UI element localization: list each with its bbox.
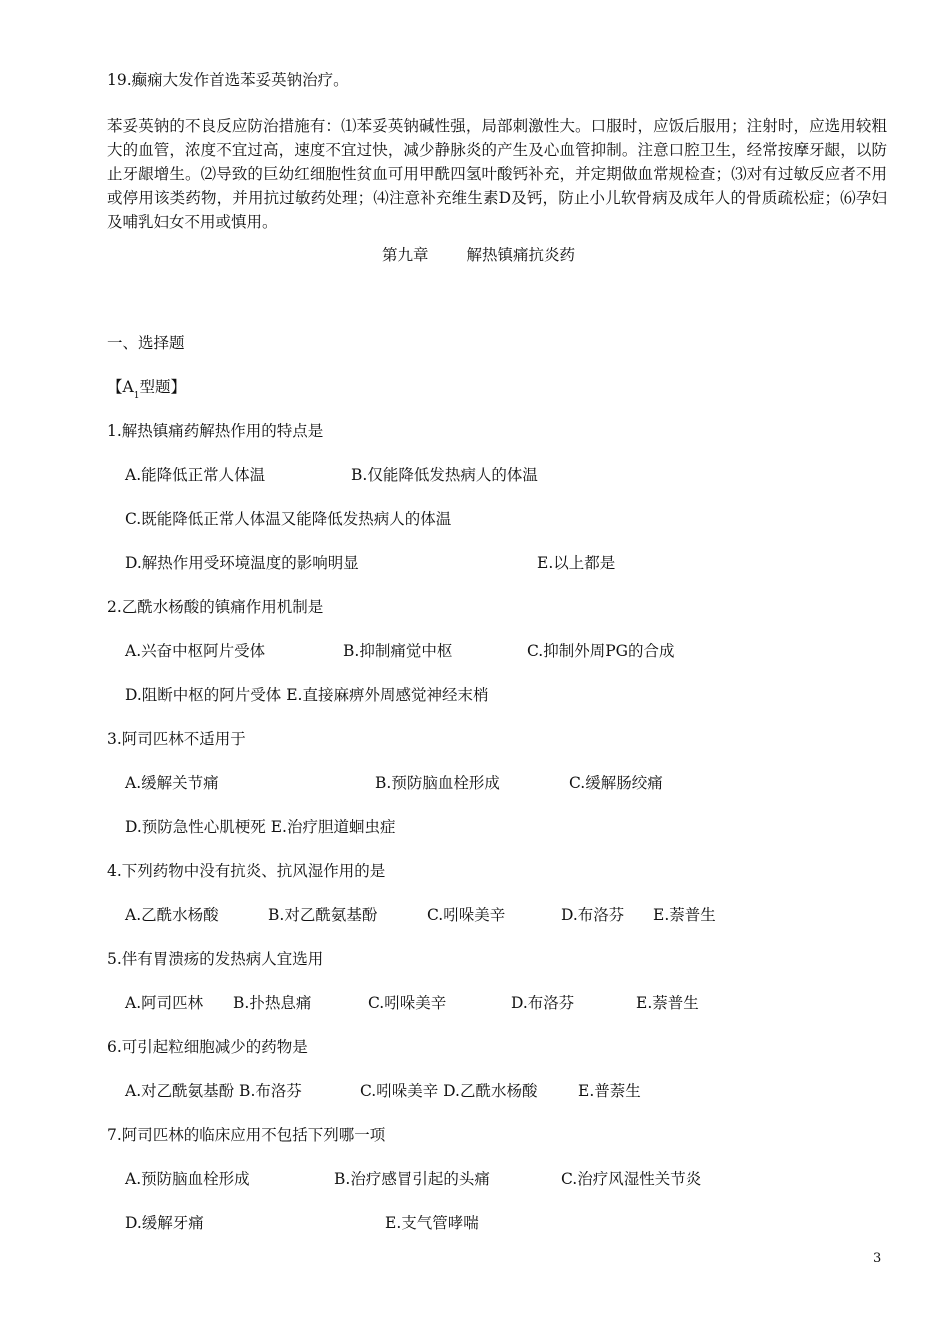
option: A.预防脑血栓形成 <box>125 1170 250 1188</box>
question-type-label: 【$A_1$型题】 <box>107 378 186 402</box>
option: C.吲哚美辛 D.乙酰水杨酸 <box>360 1082 538 1100</box>
question-stem: 6.可引起粒细胞减少的药物是 <box>107 1038 308 1056</box>
question-stem: 5.伴有胃溃疡的发热病人宜选用 <box>107 950 324 968</box>
option: B.抑制痛觉中枢 <box>343 642 453 660</box>
question-stem: 1.解热镇痛药解热作用的特点是 <box>107 422 324 440</box>
section-heading: 一、选择题 <box>107 334 185 352</box>
question-stem: 2.乙酰水杨酸的镇痛作用机制是 <box>107 598 324 616</box>
option: A.对乙酰氨基酚 B.布洛芬 <box>125 1082 302 1100</box>
question-stem: 3.阿司匹林不适用于 <box>107 730 246 748</box>
option: C.治疗风湿性关节炎 <box>561 1170 702 1188</box>
option: E.支气管哮喘 <box>385 1214 479 1232</box>
option: B.仅能降低发热病人的体温 <box>351 466 538 484</box>
chapter-title: 解热镇痛抗炎药 <box>466 246 576 264</box>
question-stem: 4.下列药物中没有抗炎、抗风湿作用的是 <box>107 862 386 880</box>
option: D.布洛芬 <box>561 906 625 924</box>
option: C.吲哚美辛 <box>427 906 506 924</box>
option: D.缓解牙痛 <box>125 1214 204 1232</box>
option: C.吲哚美辛 <box>368 994 447 1012</box>
option: A.兴奋中枢阿片受体 <box>125 642 266 660</box>
option: B.对乙酰氨基酚 <box>268 906 378 924</box>
item-19: 19.癫痫大发作首选苯妥英钠治疗。 <box>107 71 349 89</box>
option: E.以上都是 <box>537 554 616 572</box>
page-number: 3 <box>873 1251 882 1266</box>
option: D.解热作用受环境温度的影响明显 <box>125 554 359 572</box>
paragraph-adverse-reactions: 苯妥英钠的不良反应防治措施有：⑴苯妥英钠碱性强，局部刺激性大。口服时，应饭后服用；注射时，应选用较粗大的血管，浓度不宜过高，速度不宜过快，减少静脉炎的产生及心血管抑制。注意口腔卫生，经常按摩牙龈，以防止牙龈增生。⑵导致的巨幼红细胞性贫血可用甲酰四氢叶酸钙补充，并定期做血常规检查；⑶对有过敏反应者不用或停用该类药物，并用抗过敏药处理；⑷注意补充维生素D及钙，防止小儿软骨病及成年人的骨质疏松症；⑹孕妇及哺乳妇女不用或慎用。 <box>107 117 887 231</box>
question-stem: 7.阿司匹林的临床应用不包括下列哪一项 <box>107 1126 386 1144</box>
option: A.乙酰水杨酸 <box>125 906 219 924</box>
option: C.既能降低正常人体温又能降低发热病人的体温 <box>125 510 452 528</box>
option: C.缓解肠绞痛 <box>569 774 663 792</box>
option: E.萘普生 <box>636 994 699 1012</box>
option: B.预防脑血栓形成 <box>375 774 500 792</box>
option: C.抑制外周PG的合成 <box>527 642 675 660</box>
option: D.预防急性心肌梗死 E.治疗胆道蛔虫症 <box>125 818 396 836</box>
option: B.扑热息痛 <box>233 994 312 1012</box>
chapter-number: 第九章 <box>382 246 429 264</box>
option: E.萘普生 <box>653 906 716 924</box>
chapter-heading <box>382 245 575 265</box>
option: A.能降低正常人体温 <box>125 466 266 484</box>
option: B.治疗感冒引起的头痛 <box>334 1170 490 1188</box>
option: D.阻断中枢的阿片受体 E.直接麻痹外周感觉神经末梢 <box>125 686 489 704</box>
option: E.普萘生 <box>578 1082 641 1100</box>
option: D.布洛芬 <box>511 994 575 1012</box>
option: A.缓解关节痛 <box>125 774 219 792</box>
option: A.阿司匹林 <box>125 994 204 1012</box>
